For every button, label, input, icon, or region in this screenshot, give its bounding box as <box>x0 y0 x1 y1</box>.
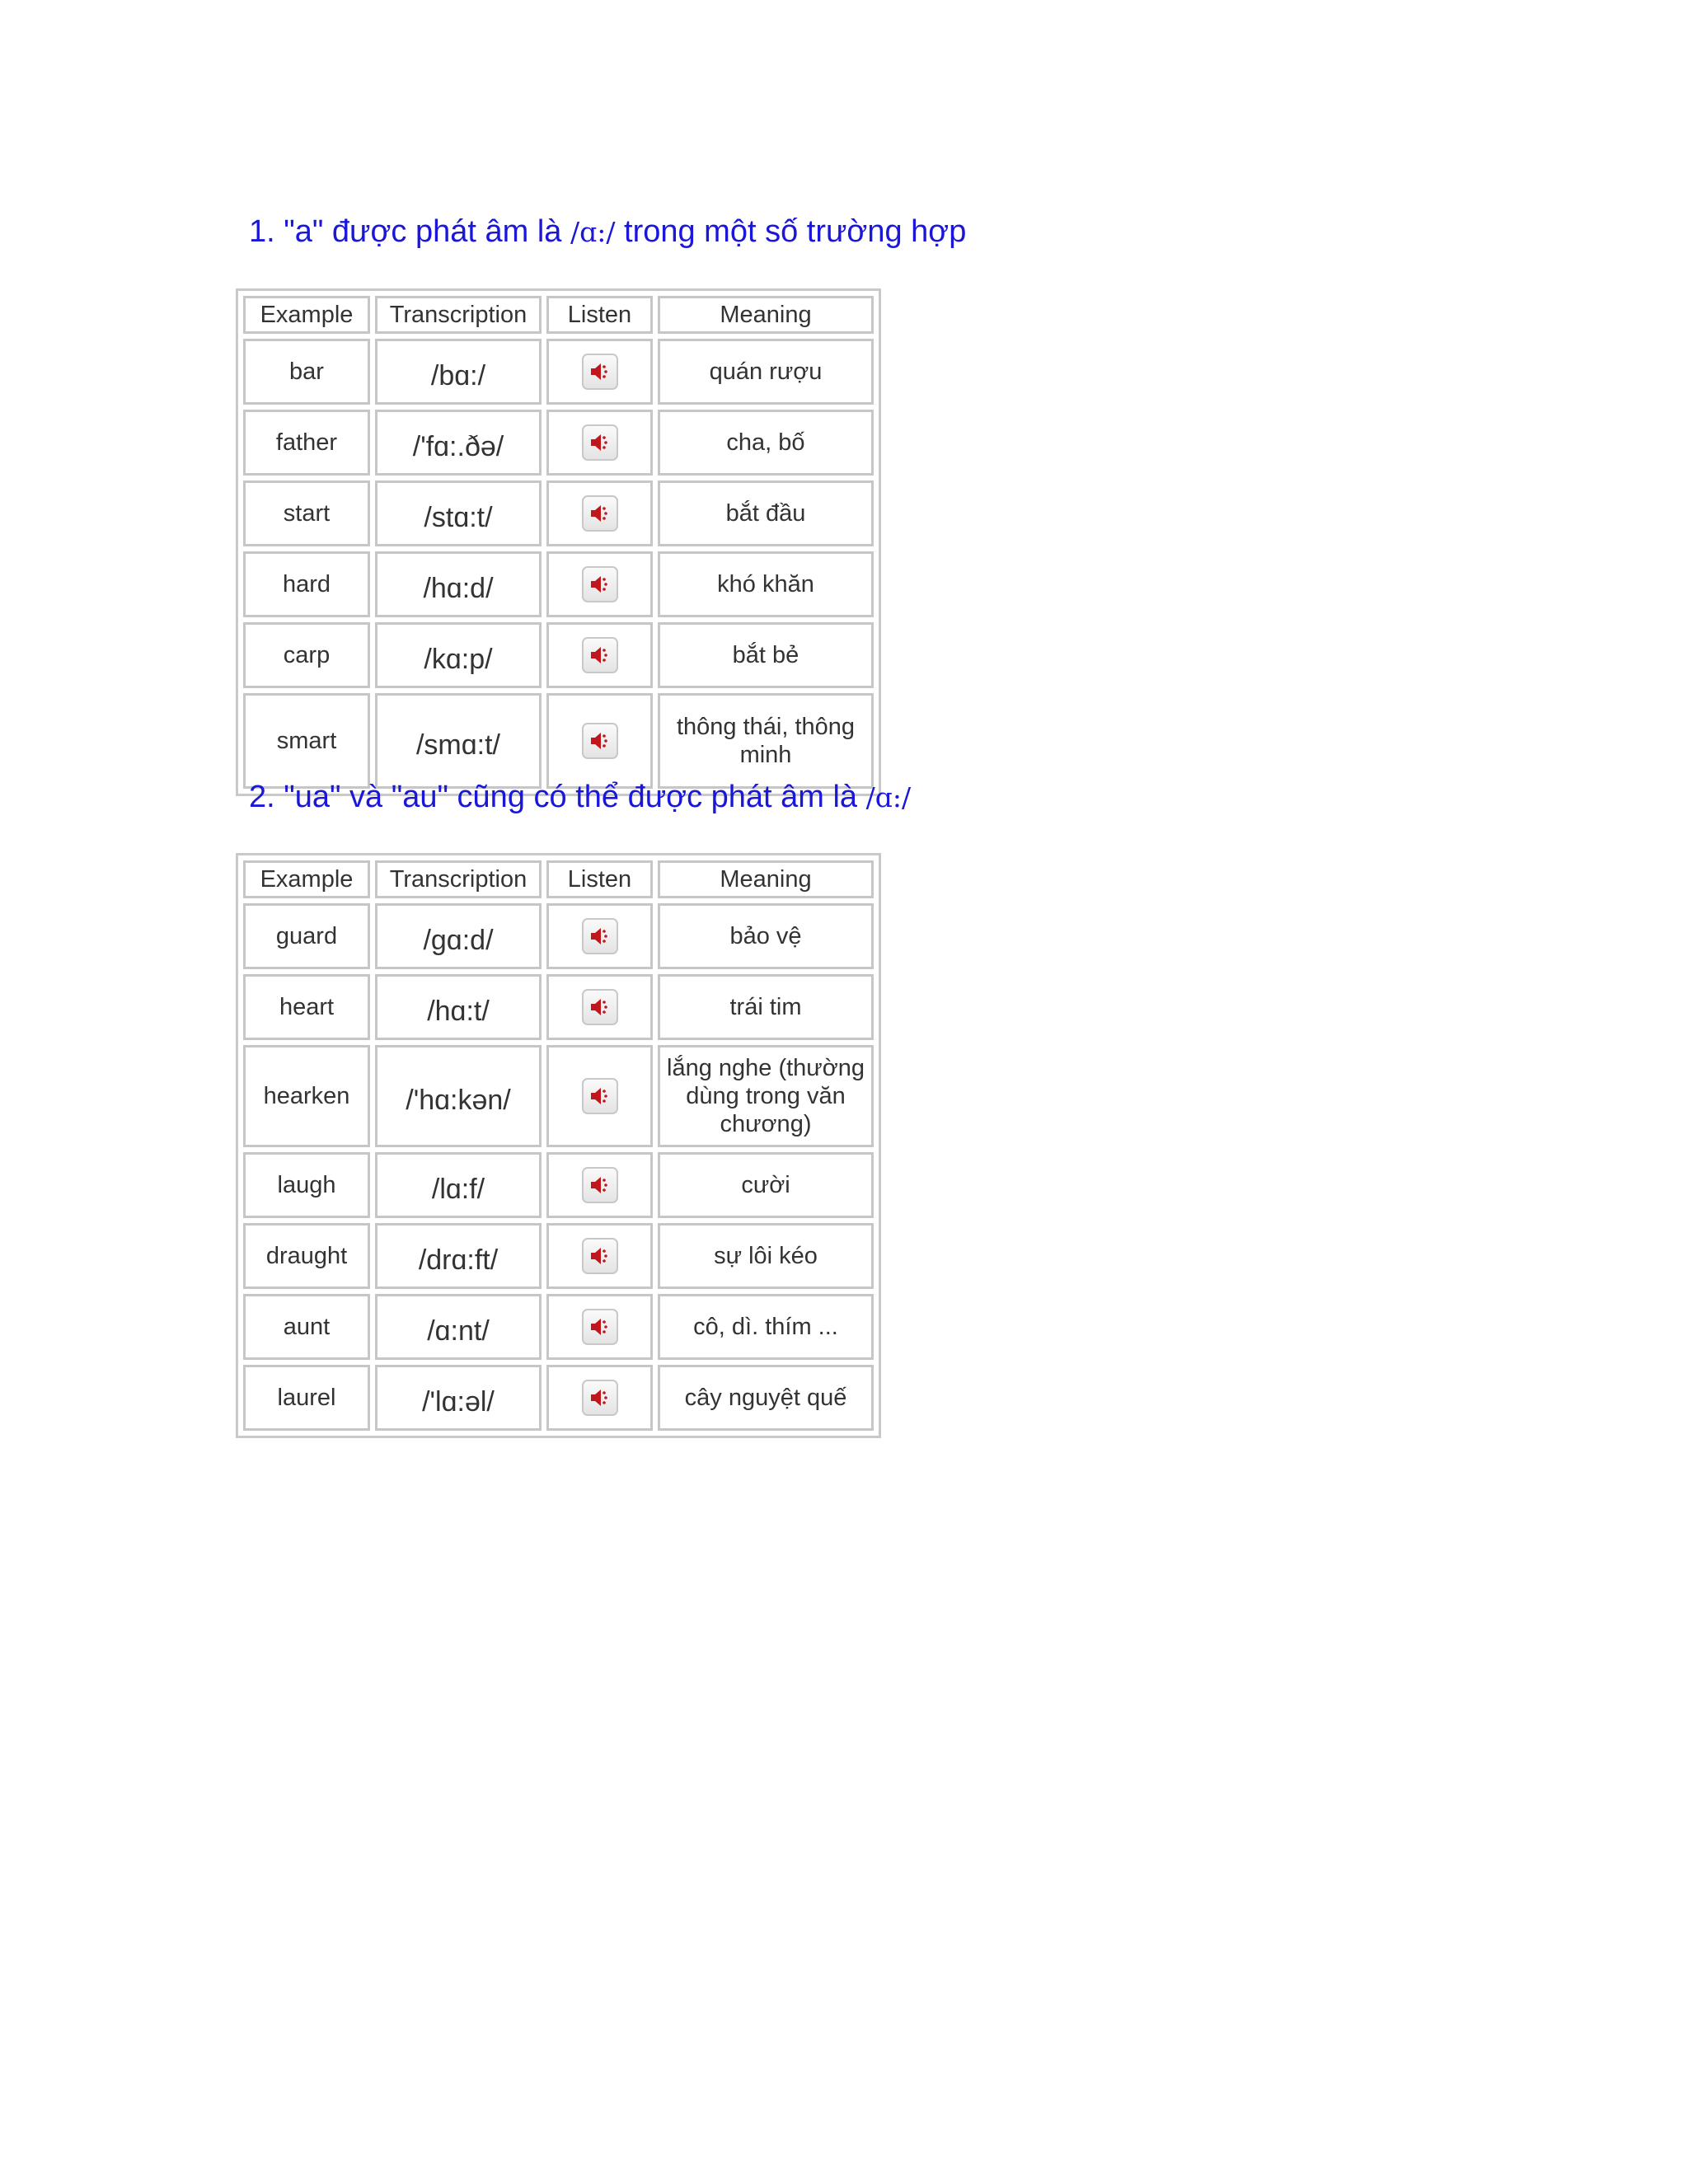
heading-ipa: /ɑ:/ <box>865 781 912 813</box>
meaning-cell: sự lôi kéo <box>658 1223 874 1289</box>
meaning-cell: bắt bẻ <box>658 622 874 688</box>
meaning-cell: cô, dì. thím ... <box>658 1294 874 1360</box>
column-header-listen: Listen <box>546 860 653 898</box>
listen-cell <box>546 410 653 476</box>
transcription-cell: /smɑ:t/ <box>375 693 542 789</box>
transcription-cell: /ɑ:nt/ <box>375 1294 542 1360</box>
table-row <box>243 339 874 405</box>
example-cell: guard <box>243 903 370 969</box>
listen-cell <box>546 1045 653 1147</box>
table-header-row <box>243 296 874 334</box>
meaning-cell: lắng nghe (thường dùng trong văn chương) <box>658 1045 874 1147</box>
speaker-icon[interactable] <box>582 1380 618 1416</box>
transcription-cell: /'hɑ:kən/ <box>375 1045 542 1147</box>
column-header-meaning: Meaning <box>658 296 874 334</box>
listen-cell <box>546 1294 653 1360</box>
column-header-example: Example <box>243 296 370 334</box>
heading-suffix: trong một số trường hợp <box>615 214 967 249</box>
table-row <box>243 1045 874 1147</box>
meaning-cell: cha, bố <box>658 410 874 476</box>
example-cell: heart <box>243 974 370 1040</box>
example-cell: carp <box>243 622 370 688</box>
example-cell: laugh <box>243 1152 370 1218</box>
example-cell: hearken <box>243 1045 370 1147</box>
speaker-icon[interactable] <box>582 354 618 390</box>
speaker-icon[interactable] <box>582 566 618 602</box>
column-header-example: Example <box>243 860 370 898</box>
column-header-transcription: Transcription <box>375 860 542 898</box>
heading-prefix: 1. "a" được phát âm là <box>249 214 570 249</box>
example-cell: start <box>243 480 370 546</box>
speaker-icon[interactable] <box>582 1309 618 1345</box>
speaker-icon[interactable] <box>582 723 618 759</box>
listen-cell <box>546 480 653 546</box>
example-cell: draught <box>243 1223 370 1289</box>
listen-cell <box>546 339 653 405</box>
meaning-cell: bắt đầu <box>658 480 874 546</box>
speaker-icon[interactable] <box>582 1167 618 1203</box>
listen-cell <box>546 1223 653 1289</box>
listen-cell <box>546 693 653 789</box>
table-row <box>243 622 874 688</box>
listen-cell <box>546 622 653 688</box>
table-row <box>243 693 874 789</box>
example-cell: father <box>243 410 370 476</box>
listen-cell <box>546 551 653 617</box>
meaning-cell: quán rượu <box>658 339 874 405</box>
table-row <box>243 1294 874 1360</box>
listen-cell <box>546 1365 653 1431</box>
table-header-row <box>243 860 874 898</box>
table-row <box>243 410 874 476</box>
transcription-cell: /drɑ:ft/ <box>375 1223 542 1289</box>
transcription-cell: /stɑ:t/ <box>375 480 542 546</box>
transcription-cell: /'lɑ:əl/ <box>375 1365 542 1431</box>
speaker-icon[interactable] <box>582 637 618 673</box>
table-row <box>243 480 874 546</box>
heading-ipa: /ɑ:/ <box>570 216 616 248</box>
transcription-cell: /'fɑ:.ðə/ <box>375 410 542 476</box>
meaning-cell: bảo vệ <box>658 903 874 969</box>
meaning-cell: khó khăn <box>658 551 874 617</box>
table-row <box>243 903 874 969</box>
transcription-cell: /gɑ:d/ <box>375 903 542 969</box>
example-cell: smart <box>243 693 370 789</box>
example-cell: bar <box>243 339 370 405</box>
listen-cell <box>546 1152 653 1218</box>
example-cell: aunt <box>243 1294 370 1360</box>
column-header-meaning: Meaning <box>658 860 874 898</box>
transcription-cell: /hɑ:t/ <box>375 974 542 1040</box>
column-header-transcription: Transcription <box>375 296 542 334</box>
meaning-cell: cây nguyệt quế <box>658 1365 874 1431</box>
speaker-icon[interactable] <box>582 1238 618 1274</box>
vocabulary-table-2 <box>236 853 881 1438</box>
table-row <box>243 1152 874 1218</box>
meaning-cell: trái tim <box>658 974 874 1040</box>
section-1-heading <box>249 216 966 247</box>
vocabulary-table-1 <box>236 288 881 796</box>
table-row <box>243 974 874 1040</box>
meaning-cell: cười <box>658 1152 874 1218</box>
speaker-icon[interactable] <box>582 1078 618 1114</box>
transcription-cell: /lɑ:f/ <box>375 1152 542 1218</box>
column-header-listen: Listen <box>546 296 653 334</box>
example-cell: laurel <box>243 1365 370 1431</box>
transcription-cell: /bɑ:/ <box>375 339 542 405</box>
table-row <box>243 1223 874 1289</box>
heading-prefix: 2. "ua" và "au" cũng có thể được phát âm là <box>249 780 866 814</box>
example-cell: hard <box>243 551 370 617</box>
speaker-icon[interactable] <box>582 989 618 1025</box>
speaker-icon[interactable] <box>582 495 618 532</box>
speaker-icon[interactable] <box>582 918 618 954</box>
meaning-cell: thông thái, thông minh <box>658 693 874 789</box>
transcription-cell: /hɑ:d/ <box>375 551 542 617</box>
speaker-icon[interactable] <box>582 424 618 461</box>
section-2-heading <box>249 781 911 813</box>
listen-cell <box>546 974 653 1040</box>
table-row <box>243 1365 874 1431</box>
listen-cell <box>546 903 653 969</box>
transcription-cell: /kɑ:p/ <box>375 622 542 688</box>
table-row <box>243 551 874 617</box>
